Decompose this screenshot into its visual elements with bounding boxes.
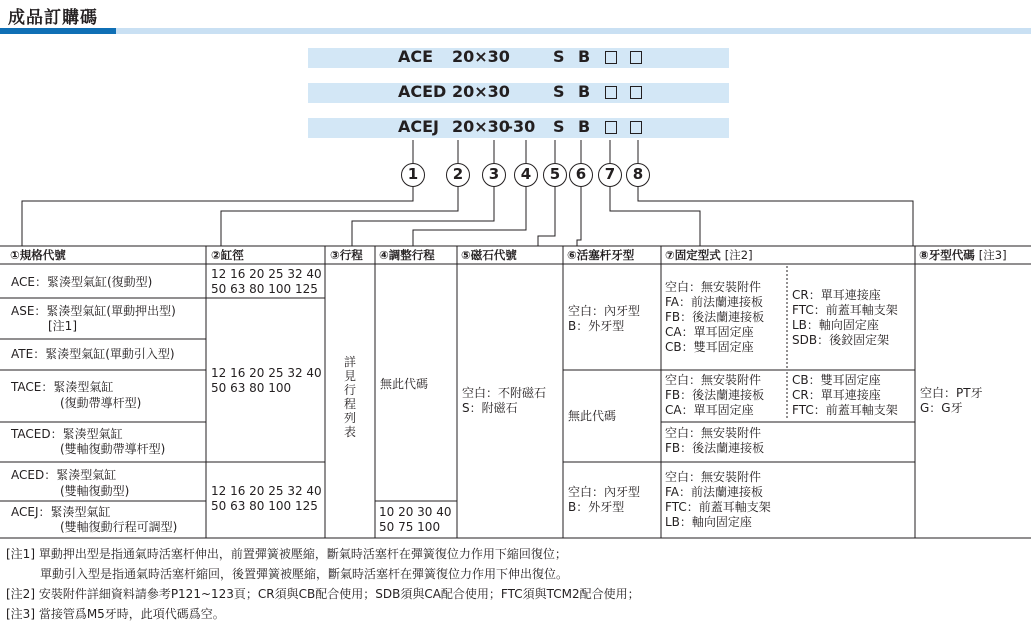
spec-acej: ACEJ：緊湊型氣缸: [11, 505, 111, 519]
spec-tace: TACE：緊湊型氣缸: [11, 380, 114, 394]
header-bore: ②缸徑: [211, 248, 244, 262]
header-adjust: ④調整行程: [379, 248, 435, 262]
header-threadcode-label: ⑧牙型代碼: [919, 248, 975, 262]
code-magnet: S: [553, 82, 565, 101]
mount-option: FA：前法蘭連接板: [665, 485, 764, 499]
marker-1: 1: [401, 163, 425, 187]
code-magnet: S: [553, 47, 565, 66]
threadcode-pt: 空白：PT牙: [920, 386, 983, 400]
mount-option: CB：雙耳固定座: [792, 373, 881, 387]
page-title: 成品訂購碼: [8, 8, 98, 28]
spec-ace: ACE：緊湊型氣缸(復動型): [11, 275, 153, 289]
note-2: [注2] 安裝附件詳細資料請參考P121~123頁；CR須與CB配合使用；SDB須與CA配合使用；FTC須與TCM2配合使用；: [6, 587, 640, 601]
header-thread: ⑥活塞杆牙型: [567, 248, 635, 262]
adjust-values-line1: 10 20 30 40: [379, 505, 452, 519]
marker-2: 2: [446, 163, 470, 187]
thread-external: B：外牙型: [568, 319, 625, 333]
header-spec: ①規格代號: [10, 248, 66, 262]
mount-option: FA：前法蘭連接板: [665, 295, 764, 309]
code-thread: B: [578, 82, 591, 101]
spec-aced-sub: (雙軸復動型): [60, 484, 130, 498]
note-1-cont: 單動引入型是指通氣時活塞杆縮回，後置彈簧被壓縮，斷氣時活塞杆在彈簧復位力作用下伸出復位。: [40, 567, 569, 581]
mount-option: LB：軸向固定座: [792, 318, 879, 332]
bore-c-line2: 50 63 80 100 125: [211, 499, 318, 513]
stroke-see-list: 詳見行程列表: [343, 355, 356, 439]
code-magnet: S: [553, 117, 565, 136]
mount-option: FTC：前蓋耳軸支架: [792, 403, 898, 417]
mount-option: CR：單耳連接座: [792, 288, 881, 302]
mount-option: FTC：前蓋耳軸支架: [792, 303, 898, 317]
code-model: ACEJ: [398, 117, 440, 136]
spec-ase-note: [注1]: [48, 319, 77, 333]
header-threadcode: [919, 246, 1007, 264]
thread-internal: 空白：內牙型: [568, 304, 641, 318]
mount-option: FB：後法蘭連接板: [665, 310, 765, 324]
spec-ate: ATE：緊湊型氣缸(單動引入型): [11, 347, 175, 361]
mount-option: 空白：無安裝附件: [665, 470, 762, 484]
mount-option: FTC：前蓋耳軸支架: [665, 500, 771, 514]
bore-b-line2: 50 63 80 100: [211, 381, 292, 395]
mount-option: 空白：無安裝附件: [665, 426, 762, 440]
marker-7: 7: [598, 163, 622, 187]
code-size: 20×30: [452, 47, 510, 66]
header-stroke: ③行程: [330, 248, 363, 262]
header-mount-label: ⑦固定型式: [665, 248, 721, 262]
spec-taced-sub: (雙軸復動帶導杆型): [60, 442, 166, 456]
thread-internal: 空白：內牙型: [568, 485, 641, 499]
header-mount: [665, 246, 753, 264]
spec-aced: ACED：緊湊型氣缸: [11, 468, 117, 482]
adjust-none: 無此代碼: [380, 377, 429, 391]
code-thread: B: [578, 47, 591, 66]
threadcode-g: G：G牙: [920, 401, 963, 415]
marker-5: 5: [543, 163, 567, 187]
mount-option: LB：軸向固定座: [665, 515, 752, 529]
header-mount-note: [注2]: [724, 248, 753, 262]
mount-option: FB：後法蘭連接板: [665, 388, 765, 402]
thread-external: B：外牙型: [568, 500, 625, 514]
magnet-none: 空白：不附磁石: [462, 386, 547, 400]
mount-option: CA：單耳固定座: [665, 325, 754, 339]
mount-option: CR：單耳連接座: [792, 388, 881, 402]
note-3: [注3] 當接管爲M5牙時，此項代碼爲空。: [6, 607, 225, 621]
marker-3: 3: [482, 163, 506, 187]
spec-tace-sub: (復動帶導杆型): [60, 396, 142, 410]
mount-option: SDB：後鉸固定架: [792, 333, 890, 347]
code-model: ACED: [398, 82, 447, 101]
mount-option: CB：雙耳固定座: [665, 340, 754, 354]
code-thread: B: [578, 117, 591, 136]
spec-acej-sub: (雙軸復動行程可調型): [60, 520, 178, 534]
bore-b-line1: 12 16 20 25 32 40: [211, 366, 322, 380]
mount-option: 空白：無安裝附件: [665, 280, 762, 294]
thread-none: 無此代碼: [568, 409, 617, 423]
bore-c-line1: 12 16 20 25 32 40: [211, 484, 322, 498]
marker-6: 6: [569, 163, 593, 187]
adjust-values-line2: 50 75 100: [379, 520, 441, 534]
bore-a-line1: 12 16 20 25 32 40: [211, 267, 322, 281]
magnet-with: S：附磁石: [462, 401, 518, 415]
spec-taced: TACED：緊湊型氣缸: [11, 427, 123, 441]
code-size: 20×30: [452, 82, 510, 101]
mount-option: FB：後法蘭連接板: [665, 441, 765, 455]
code-model: ACE: [398, 47, 434, 66]
marker-8: 8: [626, 163, 650, 187]
bore-a-line2: 50 63 80 100 125: [211, 282, 318, 296]
code-adjust-stroke: –30: [505, 117, 536, 136]
marker-4: 4: [514, 163, 538, 187]
mount-option: 空白：無安裝附件: [665, 373, 762, 387]
header-threadcode-note: [注3]: [978, 248, 1007, 262]
header-magnet: ⑤磁石代號: [461, 248, 517, 262]
mount-option: CA：單耳固定座: [665, 403, 754, 417]
note-1: [注1] 單動押出型是指通氣時活塞杆伸出，前置彈簧被壓縮，斷氣時活塞杆在彈簧復位力作用下縮回復位；: [6, 547, 567, 561]
spec-ase: ASE：緊湊型氣缸(單動押出型): [11, 304, 176, 318]
code-size: 20×30: [452, 117, 510, 136]
